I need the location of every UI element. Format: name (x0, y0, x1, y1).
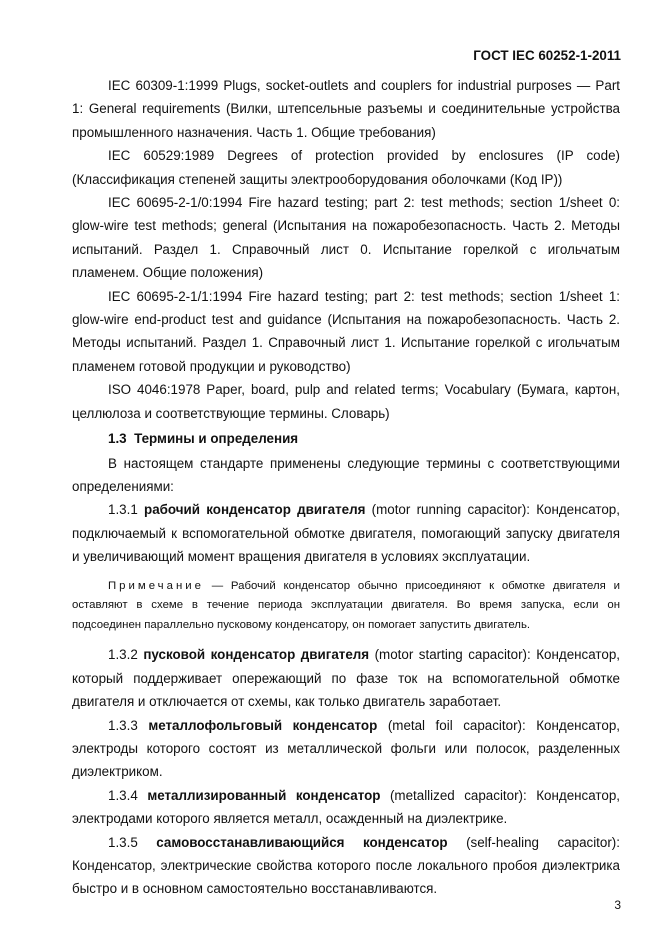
section-heading (72, 427, 620, 450)
reference-item: IEC 60695-2-1/0:1994 Fire hazard testing; part 2: test methods; section 1/sheet 0: glow-wire test methods; general (Испытания на пожаробезопасность. Часть 2. Методы испытаний. Раздел 1. Справочный лист 0. Испытание горелкой с игольчатым пламенем. Общие положения) (72, 195, 620, 281)
note-text: — Рабочий конденсатор обычно присоединяют к обмотке двигателя и оставляют в схеме в течение периода эксплуатации двигателя. Во время запуска, если он подсоединен параллельно пусковому конденсатору, он помогает запустить двигатель. (72, 579, 620, 631)
term-name: самовосстанавливающийся конденсатор (156, 834, 448, 850)
term-name: металлофольговый конденсатор (148, 717, 378, 733)
term-definition (72, 831, 620, 901)
term-name: металлизированный конденсатор (147, 787, 381, 803)
page-content (72, 74, 620, 901)
term-definition (72, 498, 620, 568)
term-definition (72, 714, 620, 784)
section-intro: В настоящем стандарте применены следующие термины с соответствующими определениями: (72, 455, 620, 494)
term-definition (72, 643, 620, 713)
term-text: (self-healing capacitor): Конденсатор, электрические свойства которого после локального пробоя диэлектрика быстро и в основном самостоятельно восстанавливаются. (72, 834, 620, 897)
term-text: (metallized capacitor): Конденсатор, электродами которого является металл, осажденный на диэлектрике. (72, 787, 620, 827)
standard-code-header: ГОСТ IEC 60252-1-2011 (473, 48, 621, 63)
term-text: (motor running capacitor): Конденсатор, подключаемый к вспомогательной обмотке двигателя, помогающий запуску двигателя и увеличивающий момент вращения двигателя в условиях эксплуатации. (72, 502, 620, 565)
term-number: 1.3.3 (108, 717, 138, 733)
reference-item: IEC 60529:1989 Degrees of protection provided by enclosures (IP code) (Классификация степеней защиты электрооборудования оболочками (Код IP)) (72, 148, 620, 187)
section-title: Термины и определения (134, 431, 299, 447)
term-name: рабочий конденсатор двигателя (144, 502, 366, 518)
note (72, 577, 620, 636)
section-number: 1.3 (108, 431, 127, 447)
term-number: 1.3.5 (108, 834, 138, 850)
page-number: 3 (614, 898, 621, 912)
term-text: (metal foil capacitor): Конденсатор, электроды которого состоят из металлической фольги или полосок, разделенных диэлектриком. (72, 717, 620, 780)
term-definition (72, 784, 620, 831)
note-label: Примечание (108, 579, 204, 592)
term-name: пусковой конденсатор двигателя (143, 647, 370, 663)
term-number: 1.3.1 (108, 502, 138, 518)
reference-item: ISO 4046:1978 Paper, board, pulp and related terms; Vocabulary (Бумага, картон, целлюлоза и соответствующие термины. Словарь) (72, 382, 620, 421)
term-number: 1.3.4 (108, 787, 138, 803)
term-text: (motor starting capacitor): Конденсатор, который поддерживает опережающий по фазе ток на вспомогательной обмотке двигателя и отключается от схемы, как только двигатель заработает. (72, 647, 620, 710)
reference-item: IEC 60695-2-1/1:1994 Fire hazard testing; part 2: test methods; section 1/sheet 1: glow-wire end-product test and guidance (Испытания на пожаробезопасность. Часть 2. Методы испытаний. Раздел 1. Справочный лист 1. Испытание горелкой с игольчатым пламенем готовой продукции и руководство) (72, 288, 620, 374)
reference-item: IEC 60309-1:1999 Plugs, socket-outlets and couplers for industrial purposes — Part 1: General requirements (Вилки, штепсельные разъемы и соединительные устройства промышленного назначения. Часть 1. Общие требования) (72, 78, 620, 140)
term-number: 1.3.2 (108, 647, 138, 663)
